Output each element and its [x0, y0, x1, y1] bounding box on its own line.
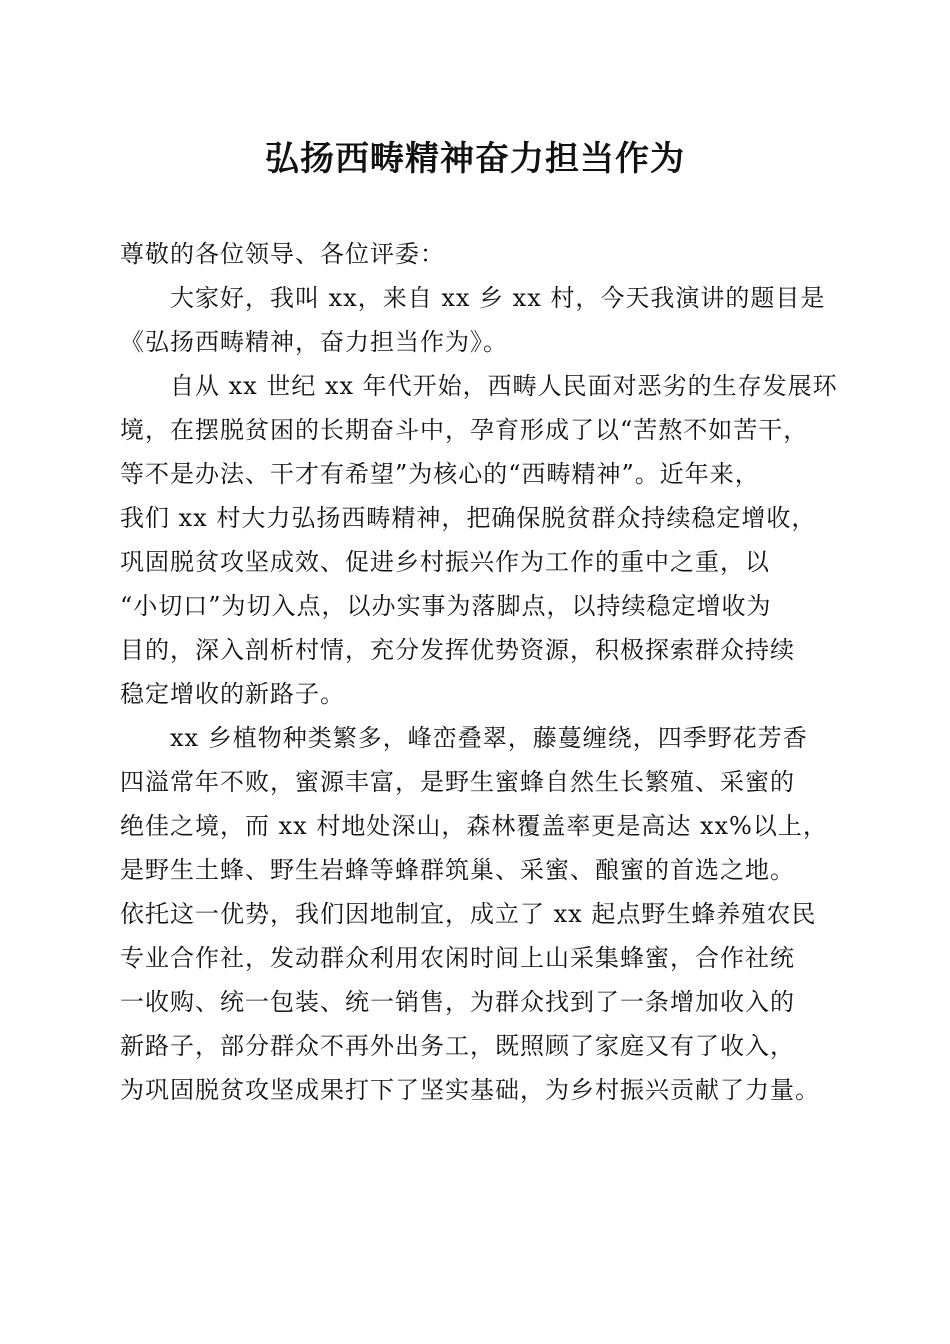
text-line: 绝佳之境，而 xx 村地处深山，森林覆盖率更是高达 xx%以上，	[120, 812, 828, 840]
text-line: 依托这一优势，我们因地制宜，成立了 xx 起点野生蜂养殖农民	[120, 900, 817, 928]
text-line: 大家好，我叫 xx，来自 xx 乡 xx 村，今天我演讲的题目是	[120, 284, 826, 312]
text-line: 四溢常年不败，蜜源丰富，是野生蜜蜂自然生长繁殖、采蜜的	[120, 768, 795, 796]
document-title: 弘扬西畴精神奋力担当作为	[265, 139, 685, 179]
text-line: “小切口”为切入点，以办实事为落脚点，以持续稳定增收为	[120, 592, 772, 620]
text-line: 自从 xx 世纪 xx 年代开始，西畴人民面对恶劣的生存发展环	[120, 372, 838, 400]
text-line: 等不是办法、干才有希望”为核心的“西畴精神”。近年来，	[120, 460, 760, 488]
text-line: xx 乡植物种类繁多，峰峦叠翠，藤蔓缠绕，四季野花芳香	[120, 724, 808, 752]
text-line: 是野生土蜂、野生岩蜂等蜂群筑巢、采蜜、酿蜜的首选之地。	[120, 856, 795, 884]
text-line: 《弘扬西畴精神，奋力担当作为》。	[120, 328, 508, 356]
text-line: 为巩固脱贫攻坚成果打下了坚实基础，为乡村振兴贡献了力量。	[120, 1076, 820, 1104]
text-line: 新路子，部分群众不再外出务工，既照顾了家庭又有了收入，	[120, 1032, 795, 1060]
text-line: 目的，深入剖析村情，充分发挥优势资源，积极探索群众持续	[120, 636, 795, 664]
text-line: 我们 xx 村大力弘扬西畴精神，把确保脱贫群众持续稳定增收，	[120, 504, 817, 532]
text-line: 境，在摆脱贫困的长期奋斗中，孕育形成了以“苦熬不如苦干，	[120, 416, 809, 444]
text-line: 尊敬的各位领导、各位评委：	[120, 240, 445, 268]
document-body	[120, 232, 840, 1112]
text-line: 巩固脱贫攻坚成效、促进乡村振兴作为工作的重中之重，以	[120, 548, 770, 576]
text-line: 稳定增收的新路子。	[120, 680, 345, 708]
text-line: 专业合作社，发动群众利用农闲时间上山采集蜂蜜，合作社统	[120, 944, 795, 972]
text-line: 一收购、统一包装、统一销售，为群众找到了一条增加收入的	[120, 988, 795, 1016]
